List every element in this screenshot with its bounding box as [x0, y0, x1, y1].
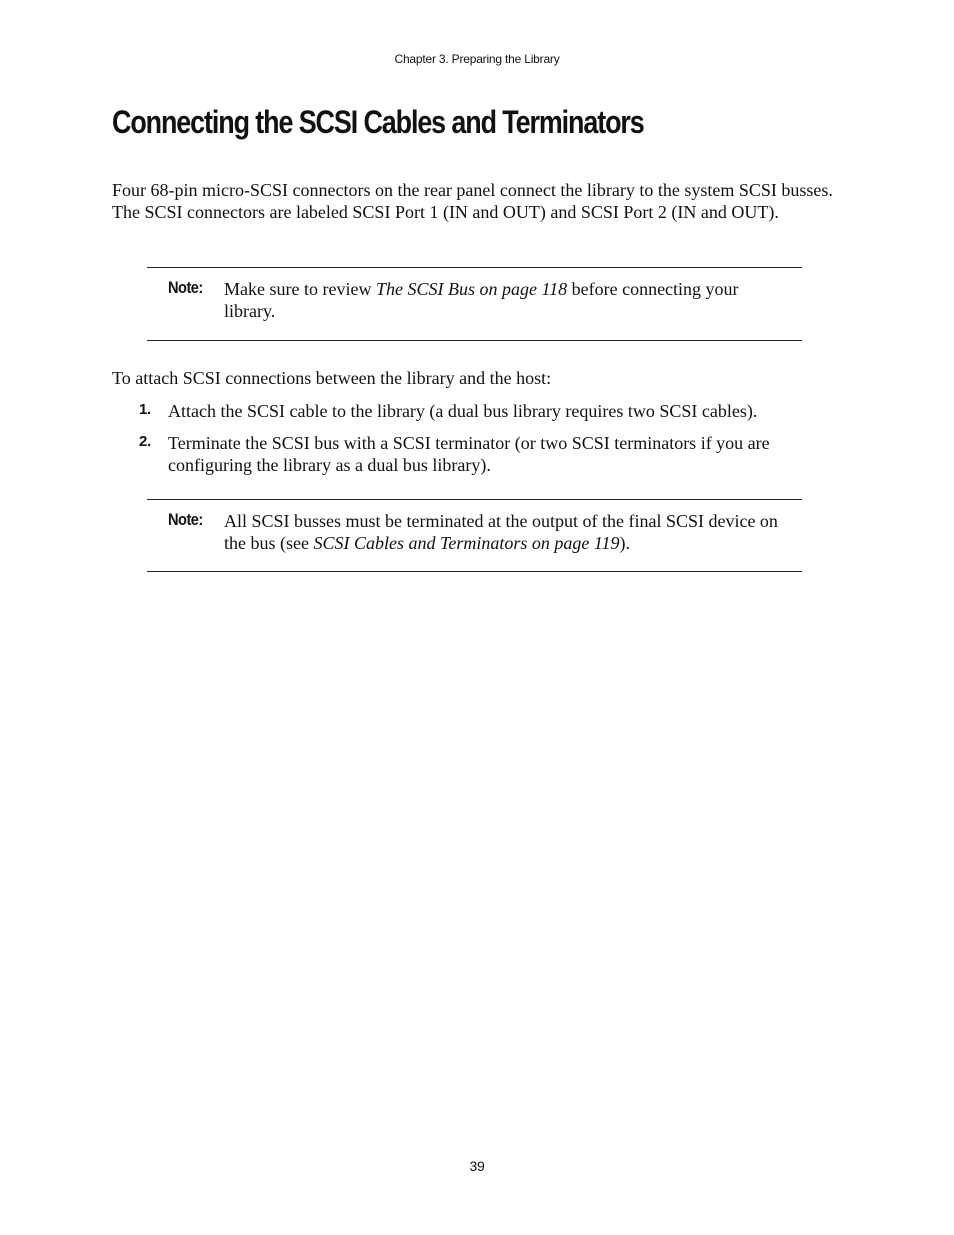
- procedure-lead: To attach SCSI connections between the library and the host:: [112, 368, 552, 388]
- page-title: Connecting the SCSI Cables and Terminators: [112, 104, 644, 140]
- cross-reference-link[interactable]: SCSI Cables and Terminators on page 119: [313, 533, 620, 553]
- note-box-1: [147, 267, 802, 341]
- step-number: 1.: [139, 401, 151, 418]
- page-number: 39: [469, 1158, 485, 1174]
- cross-reference-link[interactable]: The SCSI Bus on page 118: [375, 279, 568, 299]
- step-text: Attach the SCSI cable to the library (a dual bus library requires two SCSI cables).: [168, 401, 758, 421]
- note-text: All SCSI busses must be terminated at the output of the final SCSI device on the bus (see SCSI Cables and Terminators on page 119).: [224, 511, 778, 553]
- step-number: 2.: [139, 433, 151, 450]
- note-label: Note:: [168, 510, 203, 529]
- running-header: Chapter 3. Preparing the Library: [394, 52, 560, 66]
- note-text: Make sure to review The SCSI Bus on page 118 before connecting your library.: [224, 279, 739, 321]
- intro-paragraph: Four 68-pin micro-SCSI connectors on the rear panel connect the library to the system SCSI busses. The SCSI connectors are labeled SCSI Port 1 (IN and OUT) and SCSI Port 2 (IN and OUT).: [112, 180, 833, 222]
- step-text: Terminate the SCSI bus with a SCSI terminator (or two SCSI terminators if you are configuring the library as a dual bus library).: [168, 433, 770, 475]
- note-box-2: [147, 499, 802, 572]
- note-label: Note:: [168, 278, 203, 297]
